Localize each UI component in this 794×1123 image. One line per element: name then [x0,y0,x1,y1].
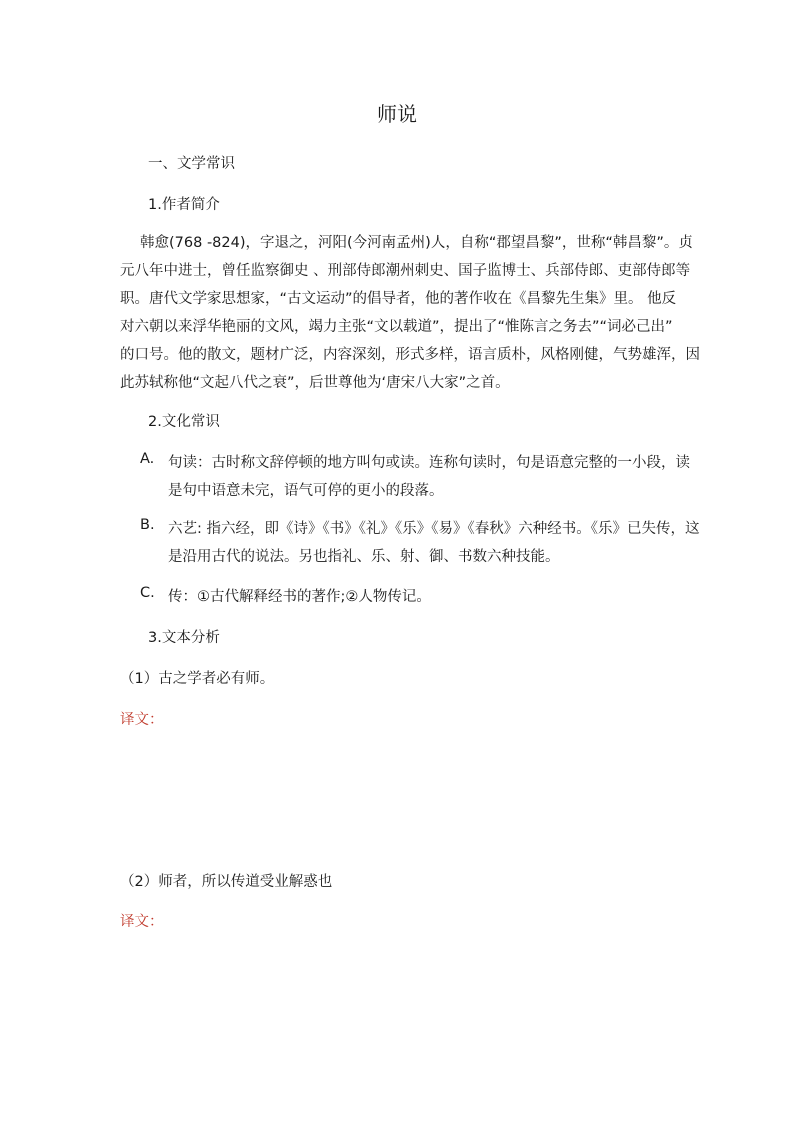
bio-line: 对六朝以来浮华艳丽的文风，竭力主张“文以载道”，提出了“惟陈言之务去”“词必己出” [120,319,673,335]
item-line: 是句中语意未完，语气可停的更小的段落。 [168,483,444,499]
item-letter: B. [140,517,155,533]
translation-label-2: 译文： [120,914,164,930]
bio-line: 元八年中进士，曾任监察御史 、刑部侍郎潮州刺史、国子监博士、兵部侍郎、吏部侍郎等 [120,263,691,279]
item-line: 句读：古时称文辞停顿的地方叫句或读。连称句读时，句是语意完整的一小段，读 [168,455,690,471]
item-line: 是沿用古代的说法。另也指礼、乐、射、御、书数六种技能。 [168,549,560,565]
item-line: 六艺: 指六经，即《诗》《书》《礼》《乐》《易》《春秋》六种经书。《乐》已失传，这 [168,521,700,537]
page-title: 师说 [377,102,417,126]
subheading-cultural-knowledge: 2.文化常识 [148,414,220,430]
subheading-text-analysis: 3.文本分析 [148,630,220,646]
bio-line: 职。唐代文学家思想家，“古文运动”的倡导者，他的著作收在《昌黎先生集》里。 他反 [120,291,677,307]
bio-line: 此苏轼称他“文起八代之衰”，后世尊他为‘唐宋八大家”之首。 [120,375,510,391]
translation-label-1: 译文： [120,712,164,728]
bio-line: 的口号。他的散文，题材广泛，内容深刻，形式多样，语言质朴，风格刚健，气势雄浑，因 [120,347,700,363]
bio-line: 韩愈(768 -824)，字退之，河阳(今河南孟州)人，自称“郡望昌黎”，世称“韩昌黎”。贞 [140,235,693,251]
item-letter: A. [140,451,155,467]
item-line: 传：①古代解释经书的著作;②人物传记。 [168,589,431,605]
subheading-author-intro: 1.作者简介 [148,197,220,213]
item-letter: C. [140,585,155,601]
question-1: （1）古之学者必有师。 [120,671,275,687]
question-2: （2）师者，所以传道受业解惑也 [120,874,333,890]
section-heading-literary-knowledge: 一、文学常识 [148,156,235,172]
